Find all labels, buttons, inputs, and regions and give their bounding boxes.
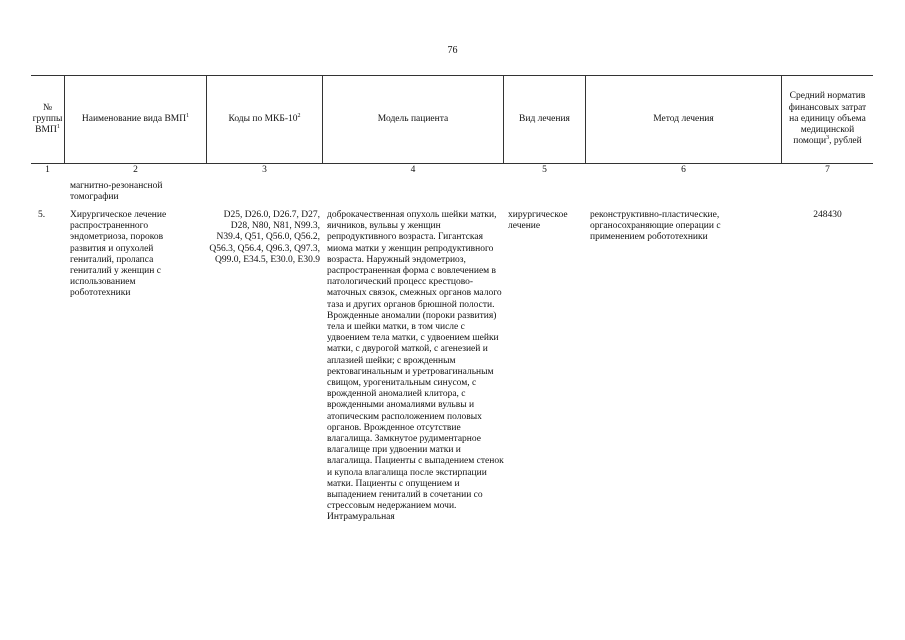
header-footnote-mark: 3 [826,135,830,142]
page-number: 76 [447,45,458,56]
header-text: Средний норматив финансовых затрат на единицу объема медицинской помощи [788,91,867,147]
header-text: Вид лечения [519,113,570,124]
header-bottom-border [31,163,873,164]
row-treatment-type: хирургическое лечение [508,210,568,232]
row-group-number: 5. [38,210,46,220]
row-icd-codes: D25, D26.0, D26.7, D27, D28, N80, N81, N99.3, N39.4, Q51, Q56.0, Q56.2, Q56.3, Q56.4, Q96.3, Q97.3, Q99.0, E34.5, E30.0, E30.9 [209,210,320,265]
header-icd-codes [207,76,322,163]
row-vmp-name: Хирургическое лечение распространенного эндометриоза, пороков развития и опухолей гениталий, пролапса гениталий у женщин с использованием робототехники [70,210,167,299]
header-text: Коды по МКБ-10 [228,113,298,124]
row-treatment-method: реконструктивно-пластические, органосохраняющие операции с применением робототехники [590,210,721,243]
column-number: 7 [825,165,830,175]
row-patient-model: доброкачественная опухоль шейки матки, яичников, вульвы у женщин репродуктивного возраста. Гигантская миома матки у женщин репродуктивного возраста. Наружный эндометриоз, распространенная форма с вовлечением в патологический процесс крестцово-маточных связок, смежных органов малого таза и других органов брюшной полости. Врожденные аномалии (пороки развития) тела и шейки матки, в том числе с удвоением тела матки, с удвоением шейки матки, с двурогой маткой, с агенезией и аплазией шейки; с врожденным ректовагинальным и уретровагинальным свищом, урогенитальным синусом, с врожденной аномалией клитора, с врожденными аномалиями вульвы и атопическим расположением половых органов. Врожденное отсутствие влагалища. Замкнутое рудиментарное влагалище при удвоении матки и влагалища. Пациенты с выпадением стенок и купола влагалища после экстирпации матки. Пациенты с опущением и выпадением гениталий в сочетании со стрессовым недержанием мочи. Интрамуральная [327,210,504,523]
header-vmp-name [65,76,206,163]
header-group-number [31,76,64,163]
header-text-suffix: , рублей [829,136,862,147]
header-patient-model [323,76,503,163]
header-footnote-mark: 2 [297,112,301,119]
column-number: 5 [542,165,547,175]
continuation-text: магнитно-резонансной томографии [70,181,163,203]
column-number: 1 [45,165,50,175]
header-text: Модель пациента [377,113,449,124]
header-treatment-type [504,76,585,163]
header-text: Метод лечения [653,113,714,124]
header-footnote-mark: 1 [56,123,60,130]
header-text: № группы ВМП [32,102,63,136]
column-number: 2 [133,165,138,175]
row-average-cost: 248430 [813,210,842,220]
column-number: 4 [410,165,416,175]
header-average-cost [782,76,873,163]
header-text: Наименование вида ВМП [81,113,187,124]
column-number: 6 [681,165,686,175]
header-footnote-mark: 1 [186,112,190,119]
column-number: 3 [262,165,267,175]
header-treatment-method [586,76,781,163]
